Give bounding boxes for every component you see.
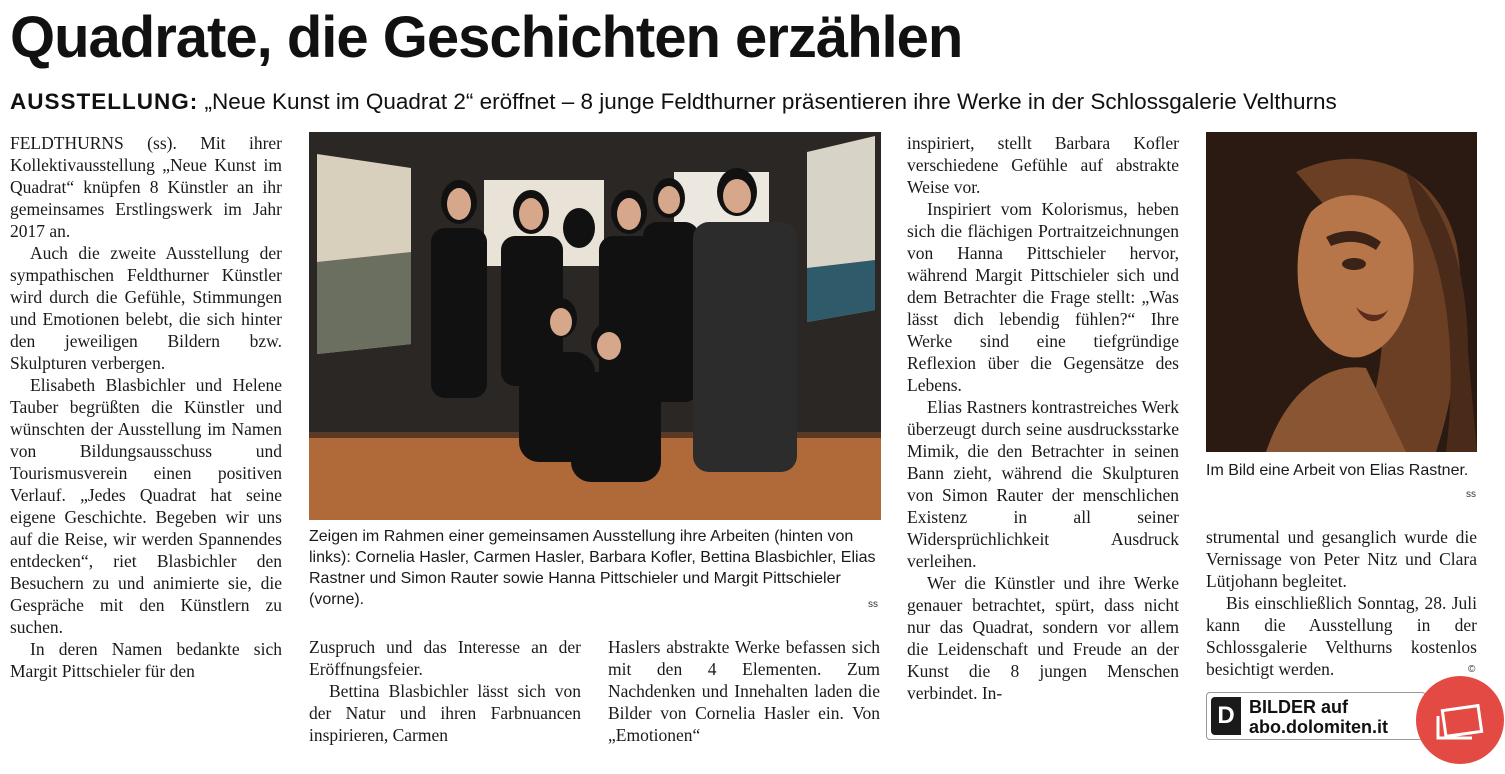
artwork-credit: ss bbox=[1466, 489, 1476, 500]
paragraph: In deren Namen bedankte sich Margit Pittschieler für den bbox=[10, 639, 282, 681]
paragraph: Auch die zweite Ausstellung der sympathischen Feldthurner Künstler wird durch die Gefühle, Stimmungen und Emotionen belebt, die sich hinter den jeweiligen Bildern bzw. Skulpturen verbergen. bbox=[10, 243, 282, 373]
article-column-5 bbox=[1206, 526, 1477, 680]
group-photo-image bbox=[309, 132, 881, 520]
article-column-3 bbox=[608, 636, 880, 746]
article-column-4 bbox=[907, 132, 1179, 704]
photo-caption: Zeigen im Rahmen einer gemeinsamen Ausstellung ihre Arbeiten (hinten von links): Cornelia Hasler, Carmen Hasler, Barbara Kofler, Bettina Blasbichler, Elias Rastner und Simon Rauter sowie Hanna Pittschieler und Margit Pittschieler (vorne). bbox=[309, 528, 876, 608]
paragraph: Inspiriert vom Kolorismus, heben sich die flächigen Portraitzeichnungen von Hanna Pittschieler hervor, während Margit Pittschieler sich und dem Betrachter die Frage stellt: „Was lässt dich lebendig fühlen?“ Ihre Werke sind eine tiefgründige Reflexion über die Gegensätze des Lebens. bbox=[907, 199, 1179, 395]
paragraph: Elisabeth Blasbichler und Helene Tauber begrüßten die Künstler und wünschten der Ausstellung im Namen von Bildungsausschuss und Tourismusverein einen positiven Verlauf. „Jedes Quadrat hat seine eigene Geschichte. Begeben wir uns auf die Reise, wir werden Spannendes entdecken“, riet Blasbichler den Besuchern zu und animierte sie, die Gespräche mit den Künstlern zu suchen. bbox=[10, 375, 282, 637]
subhead bbox=[10, 88, 1337, 116]
paragraph: Haslers abstrakte Werke befassen sich mit den 4 Elementen. Zum Nachdenken und Innehalten laden die Bilder von Cornelia Hasler ein. Von „Emotionen“ bbox=[608, 637, 880, 745]
gallery-button[interactable] bbox=[1416, 676, 1504, 764]
article-column-1 bbox=[10, 132, 282, 682]
paragraph: Zuspruch und das Interesse an der Eröffnungsfeier. bbox=[309, 637, 581, 679]
subhead-kicker: AUSSTELLUNG: bbox=[10, 89, 199, 114]
dolomiten-logo-icon: D bbox=[1211, 697, 1241, 735]
paragraph: Bis einschließlich Sonntag, 28. Juli kann die Ausstellung in der Schlossgalerie Velthurns kostenlos besichtigt werden. bbox=[1206, 593, 1477, 679]
paragraph: FELDTHURNS (ss). Mit ihrer Kollektivausstellung „Neue Kunst im Quadrat“ knüpfen 8 Künstler an ihr gemeinsames Erstlingswerk im Jahr 2017 an. bbox=[10, 133, 282, 241]
paragraph: Wer die Künstler und ihre Werke genauer betrachtet, spürt, dass nicht nur das Quadrat, sondern vor allem die Leidenschaft und Freude an der Kunst die 8 jungen Menschen verbindet. In- bbox=[907, 573, 1179, 703]
promo-line-1: BILDER auf bbox=[1249, 697, 1348, 717]
photo-credit: ss bbox=[868, 599, 878, 610]
article-column-2 bbox=[309, 636, 581, 746]
artwork-photo bbox=[1206, 132, 1477, 452]
subhead-text: „Neue Kunst im Quadrat 2“ eröffnet – 8 junge Feldthurner präsentieren ihre Werke in der Schlossgalerie Velthurns bbox=[204, 89, 1337, 114]
paragraph: strumental und gesanglich wurde die Vernissage von Peter Nitz und Clara Lütjohann begleitet. bbox=[1206, 527, 1477, 591]
group-photo bbox=[309, 132, 881, 520]
paragraph: Bettina Blasbichler lässt sich von der Natur und ihren Farbnuancen inspirieren, Carmen bbox=[309, 681, 581, 745]
artwork-image bbox=[1206, 132, 1477, 452]
headline: Quadrate, die Geschichten erzählen bbox=[10, 5, 963, 70]
promo-box[interactable] bbox=[1206, 692, 1426, 740]
paragraph: Elias Rastners kontrastreiches Werk überzeugt durch seine ausdrucksstarke Mimik, die den Betrachter in seinen Bann zieht, während die Skulpturen von Simon Rauter der menschlichen Existenz in all seiner Widersprüchlichkeit Ausdruck verleihen. bbox=[907, 397, 1179, 571]
artwork-caption: Im Bild eine Arbeit von Elias Rastner. bbox=[1206, 462, 1469, 479]
copyright-mark: © bbox=[1468, 664, 1476, 675]
promo-line-2: abo.dolomiten.it bbox=[1249, 717, 1388, 737]
gallery-icon bbox=[1416, 676, 1504, 764]
paragraph: inspiriert, stellt Barbara Kofler verschiedene Gefühle auf abstrakte Weise vor. bbox=[907, 133, 1179, 197]
